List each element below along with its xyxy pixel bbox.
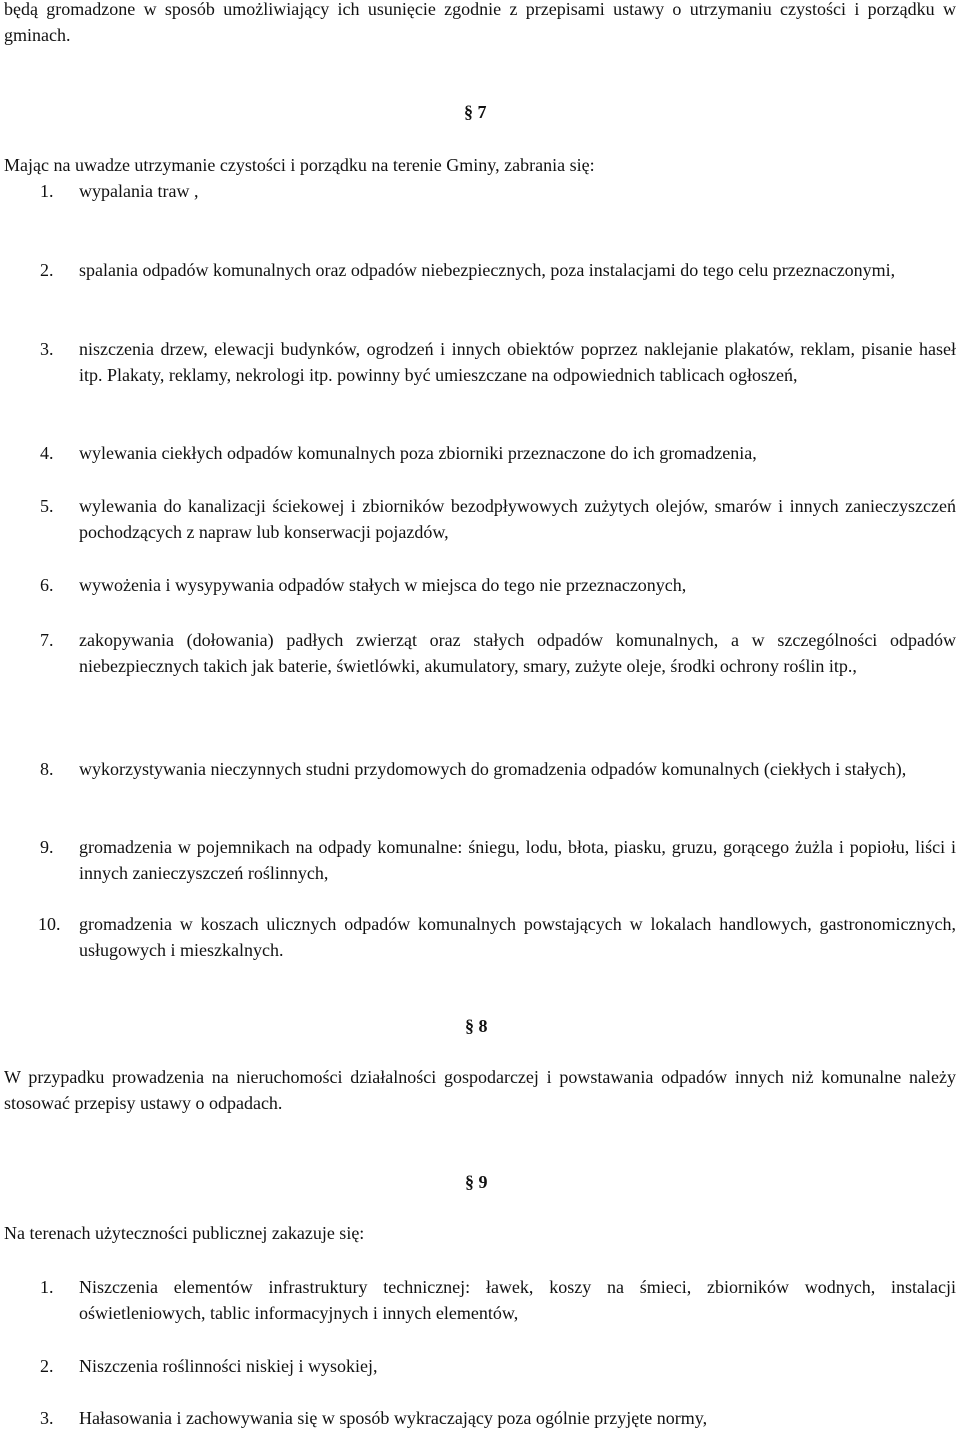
list-item-text: wylewania do kanalizacji ściekowej i zbiorników bezodpływowych zużytych olejów, smarów i innych zanieczyszczeń pochodzących z napraw lub konserwacji pojazdów, [79,496,956,542]
list-item-text: wylewania ciekłych odpadów komunalnych poza zbiorniki przeznaczone do ich gromadzenia, [79,443,757,463]
list-item-text: spalania odpadów komunalnych oraz odpadów niebezpiecznych, poza instalacjami do tego celu przeznaczonymi, [79,260,896,280]
list-item-number: 8. [40,759,54,779]
list-item-text: zakopywania (dołowania) padłych zwierząt oraz stałych odpadów komunalnych, a w szczególności odpadów niebezpiecznych takich jak baterie, świetlówki, akumulatory, smary, zużyte oleje, środki ochrony roślin itp., [79,630,956,676]
section-7-lead: Mając na uwadze utrzymanie czystości i porządku na terenie Gminy, zabrania się: [4,155,595,175]
section-9-lead: Na terenach użyteczności publicznej zakazuje się: [4,1223,365,1243]
section-8-paragraph: W przypadku prowadzenia na nieruchomości działalności gospodarczej i powstawania odpadów innych niż komunalne należy stosować przepisy ustawy o odpadach. [4,1067,956,1113]
list-item-number: 3. [40,1408,54,1428]
list-item-text: gromadzenia w pojemnikach na odpady komunalne: śniegu, lodu, błota, piasku, gruzu, gorącego żużla i popiołu, liści i innych zanieczyszczeń roślinnych, [79,837,956,883]
list-item [0,572,960,598]
list-item-number: 4. [40,443,54,463]
section-8-heading: § 8 [465,1016,488,1036]
section-7-heading: § 7 [464,102,487,122]
list-item [0,1405,960,1431]
list-item-number: 9. [40,837,54,857]
list-item [0,627,960,679]
list-item [0,834,960,886]
list-item [0,1353,960,1379]
list-item [0,257,960,283]
list-item-number: 1. [40,181,54,201]
list-item-text: wypalania traw , [79,181,199,201]
list-item-text: gromadzenia w koszach ulicznych odpadów komunalnych powstających w lokalach handlowych, gastronomicznych, usługowych i mieszkalnych. [79,914,956,960]
list-item [0,911,960,963]
list-item-text: Hałasowania i zachowywania się w sposób wykraczający poza ogólnie przyjęte normy, [79,1408,708,1428]
list-item-number: 10. [38,914,61,934]
list-item [0,178,960,204]
list-item [0,336,960,388]
list-item-text: Niszczenia roślinności niskiej i wysokiej, [79,1356,378,1376]
list-item-text: wywożenia i wysypywania odpadów stałych w miejsca do tego nie przeznaczonych, [79,575,687,595]
list-item [0,756,960,782]
list-item-number: 2. [40,1356,54,1376]
list-item-number: 5. [40,496,54,516]
list-item-text: wykorzystywania nieczynnych studni przydomowych do gromadzenia odpadów komunalnych (ciekłych i stałych), [79,759,907,779]
list-item [0,1274,960,1326]
list-item-number: 2. [40,260,54,280]
list-item-text: Niszczenia elementów infrastruktury technicznej: ławek, koszy na śmieci, zbiorników wodnych, instalacji oświetleniowych, tablic informacyjnych i innych elementów, [79,1277,956,1323]
intro-paragraph: będą gromadzone w sposób umożliwiający ich usunięcie zgodnie z przepisami ustawy o utrzymaniu czystości i porządku w gminach. [4,0,956,45]
list-item-number: 6. [40,575,54,595]
list-item-text: niszczenia drzew, elewacji budynków, ogrodzeń i innych obiektów poprzez naklejanie plakatów, reklam, pisanie haseł itp. Plakaty, reklamy, nekrologi itp. powinny być umieszczane na odpowiednich tablicach ogłoszeń, [79,339,956,385]
list-item-number: 7. [40,630,54,650]
list-item [0,493,960,545]
list-item [0,440,960,466]
list-item-number: 1. [40,1277,54,1297]
section-9-heading: § 9 [465,1172,488,1192]
list-item-number: 3. [40,339,54,359]
